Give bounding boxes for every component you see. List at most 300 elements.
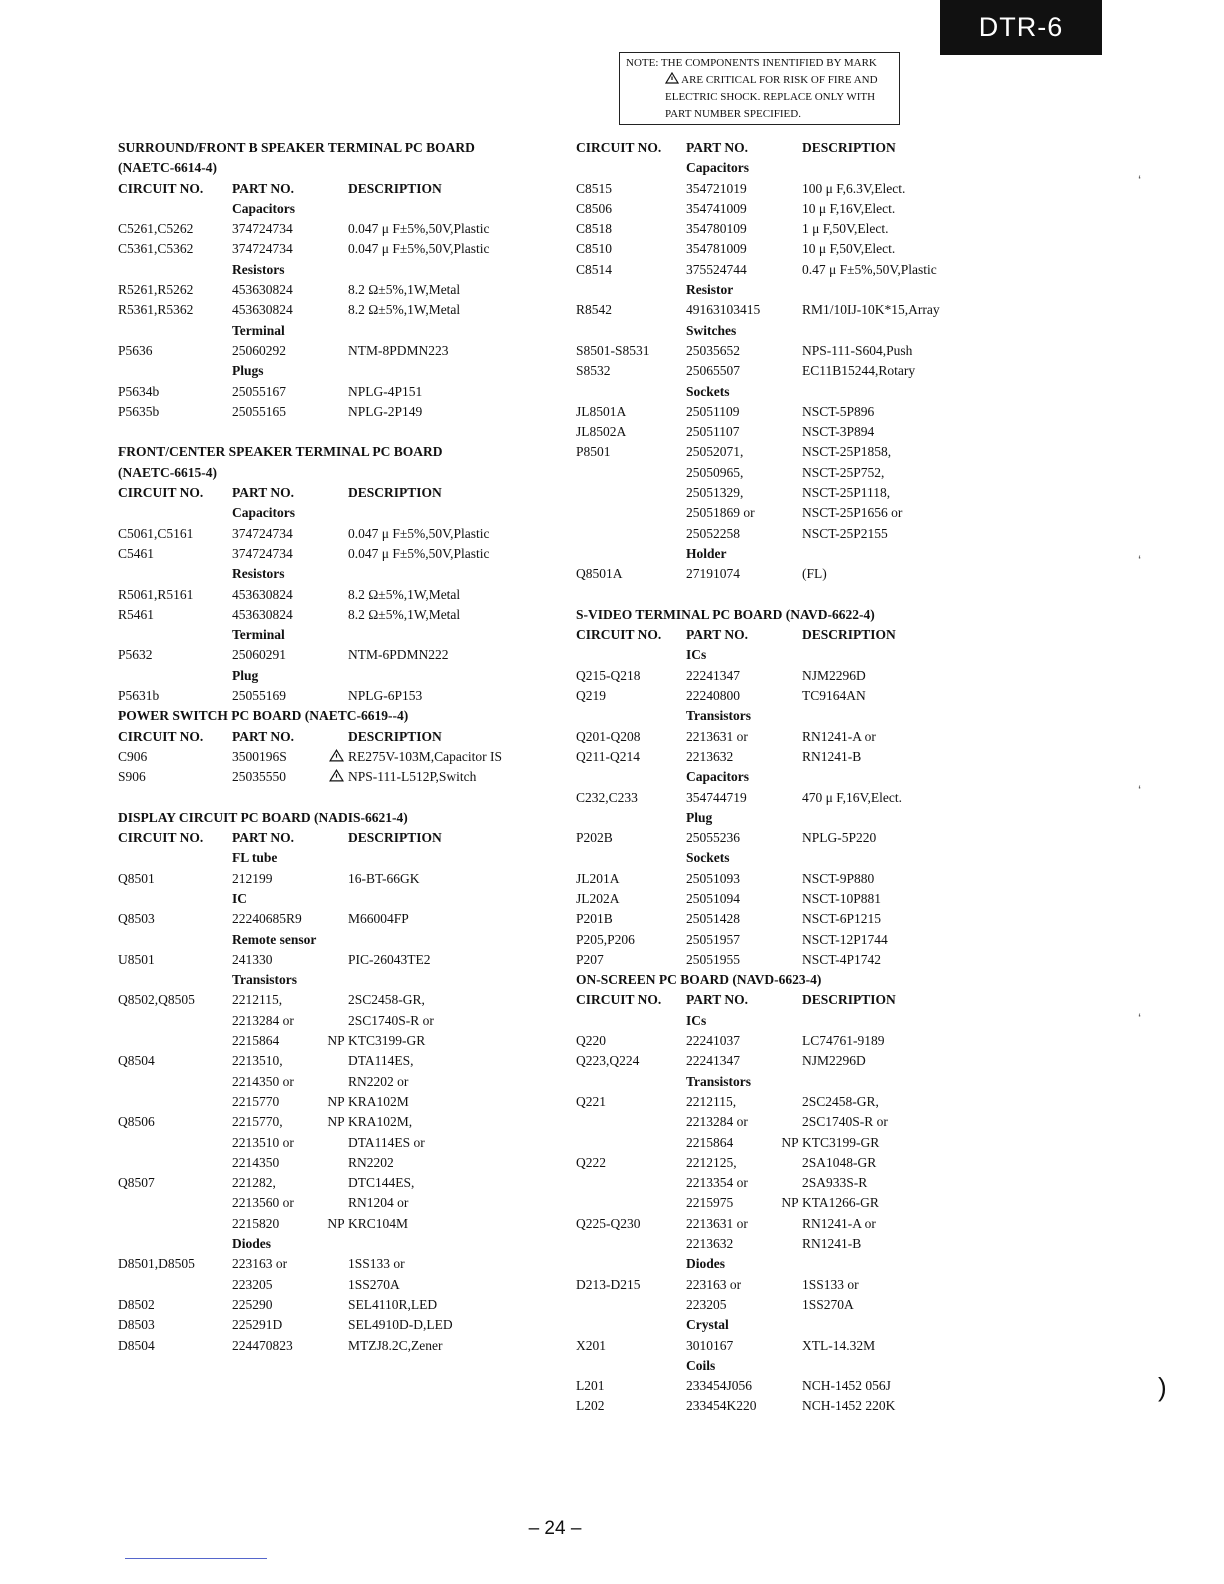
circuit-no-cell: Q221: [576, 1093, 606, 1109]
category-label: Crystal: [686, 1317, 729, 1333]
part-no-cell: PART NO.: [232, 728, 295, 744]
description-cell: 0.047 μ F±5%,50V,Plastic: [348, 221, 490, 237]
circuit-no-cell: P5631b: [118, 688, 160, 704]
circuit-no-cell: Q8501: [118, 870, 155, 886]
category-label: FL tube: [232, 850, 278, 866]
mark-cell: [324, 382, 348, 402]
mark-cell: [778, 950, 802, 970]
category-row: [118, 970, 548, 990]
mark-cell: NP: [327, 1033, 345, 1049]
note-line-3: ELECTRIC SHOCK. REPLACE ONLY WITH: [665, 91, 876, 103]
part-no-cell: 354781009: [686, 241, 747, 257]
table-row: [118, 300, 548, 320]
table-row: [576, 727, 976, 747]
part-no-cell: 25035550: [232, 769, 286, 785]
mark-cell: [778, 727, 802, 747]
circuit-no-cell: P202B: [576, 830, 613, 846]
table-row: [576, 300, 976, 320]
part-no-cell: 223163 or: [232, 1256, 288, 1272]
description-cell: NSCT-10P881: [802, 890, 882, 906]
category-label: Transistors: [686, 708, 752, 724]
part-no-cell: 25051093: [686, 870, 740, 886]
mark-cell: [778, 909, 802, 929]
mark-cell: [324, 1295, 348, 1315]
mark-cell: [778, 382, 802, 402]
circuit-no-cell: CIRCUIT NO.: [576, 992, 662, 1008]
part-no-cell: 453630824: [232, 606, 293, 622]
mark-cell: [324, 280, 348, 300]
circuit-no-cell: [576, 848, 686, 868]
circuit-no-cell: [576, 1193, 686, 1213]
board-section-title: SURROUND/FRONT B SPEAKER TERMINAL PC BOARD: [118, 140, 475, 155]
category-row: [576, 706, 976, 726]
circuit-no-cell: [576, 524, 686, 544]
mark-cell: [324, 828, 348, 848]
circuit-no-cell: L201: [576, 1378, 605, 1394]
table-row: [576, 686, 976, 706]
circuit-no-cell: [118, 1234, 232, 1254]
description-cell: NPLG-5P220: [802, 830, 877, 846]
table-row: [576, 1133, 976, 1153]
note-line-4: PART NUMBER SPECIFIED.: [665, 108, 801, 120]
table-row: [118, 402, 548, 422]
description-cell: [802, 321, 976, 341]
circuit-no-cell: [118, 1153, 232, 1173]
table-row: [576, 909, 976, 929]
description-cell: [348, 889, 548, 909]
category-label: Diodes: [232, 1236, 272, 1252]
circuit-no-cell: D213-D215: [576, 1276, 641, 1292]
table-row: [118, 280, 548, 300]
category-label: Sockets: [686, 850, 730, 866]
category-row: [118, 930, 548, 950]
part-no-cell: PART NO.: [232, 830, 295, 846]
mark-cell: [324, 483, 348, 503]
category-label: Resistor: [686, 282, 734, 298]
table-header-row: [576, 625, 976, 645]
description-cell: [802, 1254, 976, 1274]
mark-cell: [324, 1051, 348, 1071]
table-row: [576, 483, 976, 503]
part-no-cell: 2212125,: [686, 1154, 737, 1170]
mark-cell: [778, 361, 802, 381]
table-row: [118, 686, 548, 706]
category-row: [118, 260, 548, 280]
mark-cell: [778, 666, 802, 686]
table-row: [576, 1214, 976, 1234]
category-label: Resistors: [232, 566, 285, 582]
category-row: [118, 889, 548, 909]
mark-cell: [324, 1234, 348, 1254]
mark-cell: [778, 1396, 802, 1416]
description-cell: RN1241-A or: [802, 1215, 876, 1231]
mark-cell: [778, 1011, 802, 1031]
part-no-cell: 2214350 or: [232, 1073, 294, 1089]
description-cell: KTC3199-GR: [802, 1134, 880, 1150]
circuit-no-cell: [118, 666, 232, 686]
description-cell: KTC3199-GR: [348, 1033, 426, 1049]
mark-cell: [778, 483, 802, 503]
circuit-no-cell: [118, 1072, 232, 1092]
part-no-cell: 221282,: [232, 1175, 276, 1191]
circuit-no-cell: [576, 767, 686, 787]
description-cell: DESCRIPTION: [802, 627, 896, 643]
table-row: [576, 1193, 976, 1213]
description-cell: 2SA933S-R: [802, 1175, 868, 1191]
board-section-title: POWER SWITCH PC BOARD (NAETC-6619--4): [118, 708, 409, 724]
category-row: [576, 158, 976, 178]
mark-cell: [778, 747, 802, 767]
mark-cell: [324, 524, 348, 544]
circuit-no-cell: Q8502,Q8505: [118, 992, 195, 1008]
description-cell: DESCRIPTION: [348, 830, 442, 846]
circuit-no-cell: D8503: [118, 1317, 155, 1333]
description-cell: 2SA1048-GR: [802, 1154, 877, 1170]
table-row: [118, 1214, 548, 1234]
category-label: Coils: [686, 1357, 716, 1373]
description-cell: [802, 1315, 976, 1335]
description-cell: NSCT-25P2155: [802, 525, 888, 541]
safety-note: [619, 52, 900, 125]
mark-cell: NP: [327, 1114, 345, 1130]
description-cell: 8.2 Ω±5%,1W,Metal: [348, 606, 461, 622]
part-no-cell: 22241347: [686, 1053, 740, 1069]
circuit-no-cell: C5461: [118, 545, 155, 561]
part-no-cell: 2213354 or: [686, 1175, 748, 1191]
description-cell: DTC144ES,: [348, 1175, 415, 1191]
left-parts-column: [118, 138, 548, 1356]
part-no-cell: 25050965,: [686, 464, 744, 480]
table-row: [576, 666, 976, 686]
part-no-cell: 25055165: [232, 403, 286, 419]
mark-cell: [778, 503, 802, 523]
description-cell: RN1241-B: [802, 1236, 862, 1252]
category-row: [576, 280, 976, 300]
part-no-cell: 375524744: [686, 261, 747, 277]
table-row: [118, 1173, 548, 1193]
description-cell: 0.047 μ F±5%,50V,Plastic: [348, 545, 490, 561]
circuit-no-cell: [576, 1072, 686, 1092]
mark-cell: [324, 970, 348, 990]
description-cell: M66004FP: [348, 911, 409, 927]
mark-cell: [778, 1031, 802, 1051]
circuit-no-cell: CIRCUIT NO.: [118, 728, 204, 744]
mark-cell: [324, 300, 348, 320]
category-label: Sockets: [686, 383, 730, 399]
part-no-cell: 25065507: [686, 363, 740, 379]
table-row: [576, 1092, 976, 1112]
description-cell: 1SS270A: [348, 1276, 400, 1292]
part-no-cell: 25051957: [686, 931, 740, 947]
mark-cell: [324, 1133, 348, 1153]
description-cell: [802, 1011, 976, 1031]
category-label: IC: [232, 890, 248, 906]
circuit-no-cell: Q8503: [118, 911, 155, 927]
mark-cell: [778, 1112, 802, 1132]
part-no-cell: 25060291: [232, 647, 286, 663]
circuit-no-cell: [576, 158, 686, 178]
part-no-cell: 49163103415: [686, 302, 761, 318]
circuit-no-cell: [118, 848, 232, 868]
circuit-no-cell: [118, 361, 232, 381]
part-no-cell: 2215864: [686, 1134, 734, 1150]
circuit-no-cell: P205,P206: [576, 931, 635, 947]
table-row: [118, 1275, 548, 1295]
circuit-no-cell: C8510: [576, 241, 613, 257]
part-no-cell: 27191074: [686, 566, 740, 582]
description-cell: TC9164AN: [802, 688, 866, 704]
table-row: [576, 239, 976, 259]
part-no-cell: 25060292: [232, 342, 286, 358]
circuit-no-cell: CIRCUIT NO.: [576, 627, 662, 643]
mark-cell: [324, 321, 348, 341]
part-no-cell: 374724734: [232, 221, 293, 237]
mark-cell: [324, 341, 348, 361]
description-cell: NPS-111-S604,Push: [802, 342, 913, 358]
part-no-cell: 2215820: [232, 1215, 280, 1231]
table-row: [576, 422, 976, 442]
mark-cell: [778, 463, 802, 483]
mark-cell: [324, 1254, 348, 1274]
part-no-cell: 241330: [232, 951, 273, 967]
warning-triangle-icon: [665, 72, 679, 84]
mark-cell: [778, 1275, 802, 1295]
table-row: [576, 930, 976, 950]
description-cell: DTA114ES or: [348, 1134, 425, 1150]
circuit-no-cell: [576, 706, 686, 726]
mark-cell: [778, 564, 802, 584]
part-no-cell: 2215770: [232, 1093, 280, 1109]
table-header-row: [576, 138, 976, 158]
table-row: [576, 564, 976, 584]
mark-cell: [778, 179, 802, 199]
category-row: [576, 1356, 976, 1376]
table-row: [576, 1173, 976, 1193]
mark-cell: [778, 930, 802, 950]
part-no-cell: 354780109: [686, 221, 747, 237]
category-label: Transistors: [232, 972, 298, 988]
mark-cell: [778, 1214, 802, 1234]
description-cell: NJM2296D: [802, 1053, 866, 1069]
mark-cell: [324, 361, 348, 381]
scan-mark: ‘: [1138, 1010, 1142, 1026]
description-cell: NSCT-25P1118,: [802, 485, 891, 501]
table-row: [118, 1092, 548, 1112]
circuit-no-cell: [118, 1133, 232, 1153]
circuit-no-cell: Q215-Q218: [576, 667, 641, 683]
category-label: Switches: [686, 322, 737, 338]
mark-cell: [778, 767, 802, 787]
description-cell: RN2202 or: [348, 1073, 409, 1089]
part-no-cell: 223205: [232, 1276, 273, 1292]
part-no-cell: 25051109: [686, 403, 740, 419]
mark-cell: [324, 564, 348, 584]
part-no-cell: 2212115,: [686, 1093, 737, 1109]
circuit-no-cell: [576, 645, 686, 665]
circuit-no-cell: [576, 321, 686, 341]
circuit-no-cell: [118, 260, 232, 280]
mark-cell: [324, 199, 348, 219]
part-no-cell: 374724734: [232, 241, 293, 257]
mark-cell: [778, 341, 802, 361]
circuit-no-cell: S8532: [576, 363, 611, 379]
table-row: [118, 1254, 548, 1274]
part-no-cell: 25055169: [232, 688, 286, 704]
board-section-title: ON-SCREEN PC BOARD (NAVD-6623-4): [576, 972, 822, 988]
circuit-no-cell: [576, 1315, 686, 1335]
description-cell: SEL4110R,LED: [348, 1296, 438, 1312]
part-no-cell: PART NO.: [232, 180, 295, 196]
description-cell: NSCT-3P894: [802, 424, 875, 440]
category-label: Terminal: [232, 627, 285, 643]
description-cell: 2SC1740S-R or: [802, 1114, 888, 1130]
description-cell: [802, 544, 976, 564]
circuit-no-cell: Q8501A: [576, 566, 623, 582]
scan-mark: ): [1158, 1372, 1167, 1402]
category-row: [118, 199, 548, 219]
description-cell: [802, 1072, 976, 1092]
mark-cell: [778, 422, 802, 442]
part-no-cell: 2215975: [686, 1195, 734, 1211]
mark-cell: [324, 666, 348, 686]
circuit-no-cell: U8501: [118, 951, 155, 967]
table-row: [576, 219, 976, 239]
table-row: [576, 828, 976, 848]
part-no-cell: 25035652: [686, 342, 740, 358]
description-cell: EC11B15244,Rotary: [802, 363, 916, 379]
part-no-cell: 224470823: [232, 1337, 293, 1353]
description-cell: NCH-1452 220K: [802, 1398, 896, 1414]
part-no-cell: 2215864: [232, 1033, 280, 1049]
table-row: [118, 1031, 548, 1051]
part-no-cell: PART NO.: [686, 627, 749, 643]
mark-cell: NP: [327, 1093, 345, 1109]
table-row: [576, 463, 976, 483]
description-cell: DESCRIPTION: [802, 992, 896, 1008]
description-cell: [348, 564, 548, 584]
mark-cell: [324, 1315, 348, 1335]
part-no-cell: 25051955: [686, 951, 740, 967]
table-row: [118, 767, 548, 787]
circuit-no-cell: Q8506: [118, 1114, 155, 1130]
part-no-cell: 3500196S: [232, 748, 287, 764]
scan-mark: ‘: [1138, 172, 1142, 188]
board-section-title: FRONT/CENTER SPEAKER TERMINAL PC BOARD: [118, 444, 443, 460]
category-row: [118, 321, 548, 341]
description-cell: NTM-6PDMN222: [348, 647, 449, 663]
description-cell: [348, 970, 548, 990]
description-cell: [802, 158, 976, 178]
category-row: [576, 808, 976, 828]
part-no-cell: 22241347: [686, 667, 740, 683]
table-row: [576, 1336, 976, 1356]
part-no-cell: 25055236: [686, 830, 740, 846]
description-cell: [802, 280, 976, 300]
category-label: Terminal: [232, 322, 285, 338]
part-no-cell: 2213631 or: [686, 1215, 748, 1231]
description-cell: 0.047 μ F±5%,50V,Plastic: [348, 525, 490, 541]
part-no-cell: 3010167: [686, 1337, 734, 1353]
mark-cell: [778, 828, 802, 848]
mark-cell: [324, 848, 348, 868]
scan-mark: ‘: [1138, 552, 1142, 568]
table-row: [118, 1336, 548, 1356]
mark-cell: [778, 869, 802, 889]
mark-cell: [324, 503, 348, 523]
circuit-no-cell: P5636: [118, 342, 153, 358]
part-no-cell: 25051329,: [686, 485, 744, 501]
circuit-no-cell: Q225-Q230: [576, 1215, 641, 1231]
circuit-no-cell: P5634b: [118, 383, 160, 399]
category-label: Transistors: [686, 1073, 752, 1089]
part-no-cell: 22240685R9: [232, 911, 302, 927]
mark-cell: NP: [327, 1215, 345, 1231]
table-row: [118, 382, 548, 402]
description-cell: [348, 361, 548, 381]
mark-cell: [324, 239, 348, 259]
circuit-no-cell: P5635b: [118, 403, 160, 419]
part-no-cell: 354741009: [686, 200, 747, 216]
description-cell: 0.47 μ F±5%,50V,Plastic: [802, 261, 937, 277]
circuit-no-cell: S906: [118, 769, 146, 785]
part-no-cell: 25051869 or: [686, 505, 755, 521]
description-cell: 16-BT-66GK: [348, 870, 420, 886]
circuit-no-cell: C5361,C5362: [118, 241, 194, 257]
circuit-no-cell: [576, 1356, 686, 1376]
mark-cell: [324, 1336, 348, 1356]
table-row: [576, 524, 976, 544]
part-no-cell: 2212115,: [232, 992, 283, 1008]
circuit-no-cell: D8502: [118, 1296, 155, 1312]
mark-cell: [778, 889, 802, 909]
description-cell: NSCT-12P1744: [802, 931, 888, 947]
circuit-no-cell: CIRCUIT NO.: [576, 140, 662, 155]
table-row: [576, 869, 976, 889]
note-line-1: NOTE: THE COMPONENTS INENTIFIED BY MARK: [626, 57, 877, 69]
circuit-no-cell: [576, 1254, 686, 1274]
circuit-no-cell: [118, 625, 232, 645]
mark-cell: [778, 260, 802, 280]
circuit-no-cell: [118, 503, 232, 523]
mark-cell: [324, 605, 348, 625]
table-row: [576, 889, 976, 909]
circuit-no-cell: X201: [576, 1337, 606, 1353]
table-row: [576, 199, 976, 219]
circuit-no-cell: P207: [576, 951, 604, 967]
mark-cell: [778, 219, 802, 239]
circuit-no-cell: CIRCUIT NO.: [118, 485, 204, 501]
description-cell: [348, 503, 548, 523]
description-cell: NSCT-25P1858,: [802, 444, 892, 460]
description-cell: DESCRIPTION: [348, 485, 442, 501]
circuit-no-cell: P5632: [118, 647, 153, 663]
table-row: [118, 869, 548, 889]
part-no-cell: 225290: [232, 1296, 273, 1312]
description-cell: 2SC1740S-R or: [348, 1012, 434, 1028]
table-row: [118, 645, 548, 665]
description-cell: NPS-111-L512P,Switch: [348, 769, 477, 785]
description-cell: KRA102M: [348, 1093, 409, 1109]
mark-cell: [778, 138, 802, 158]
description-cell: [802, 382, 976, 402]
description-cell: RN1204 or: [348, 1195, 409, 1211]
part-no-cell: 225291D: [232, 1317, 283, 1333]
circuit-no-cell: [576, 1234, 686, 1254]
mark-cell: [778, 686, 802, 706]
mark-cell: [324, 1011, 348, 1031]
description-cell: NSCT-4P1742: [802, 951, 882, 967]
mark-cell: [324, 1193, 348, 1213]
